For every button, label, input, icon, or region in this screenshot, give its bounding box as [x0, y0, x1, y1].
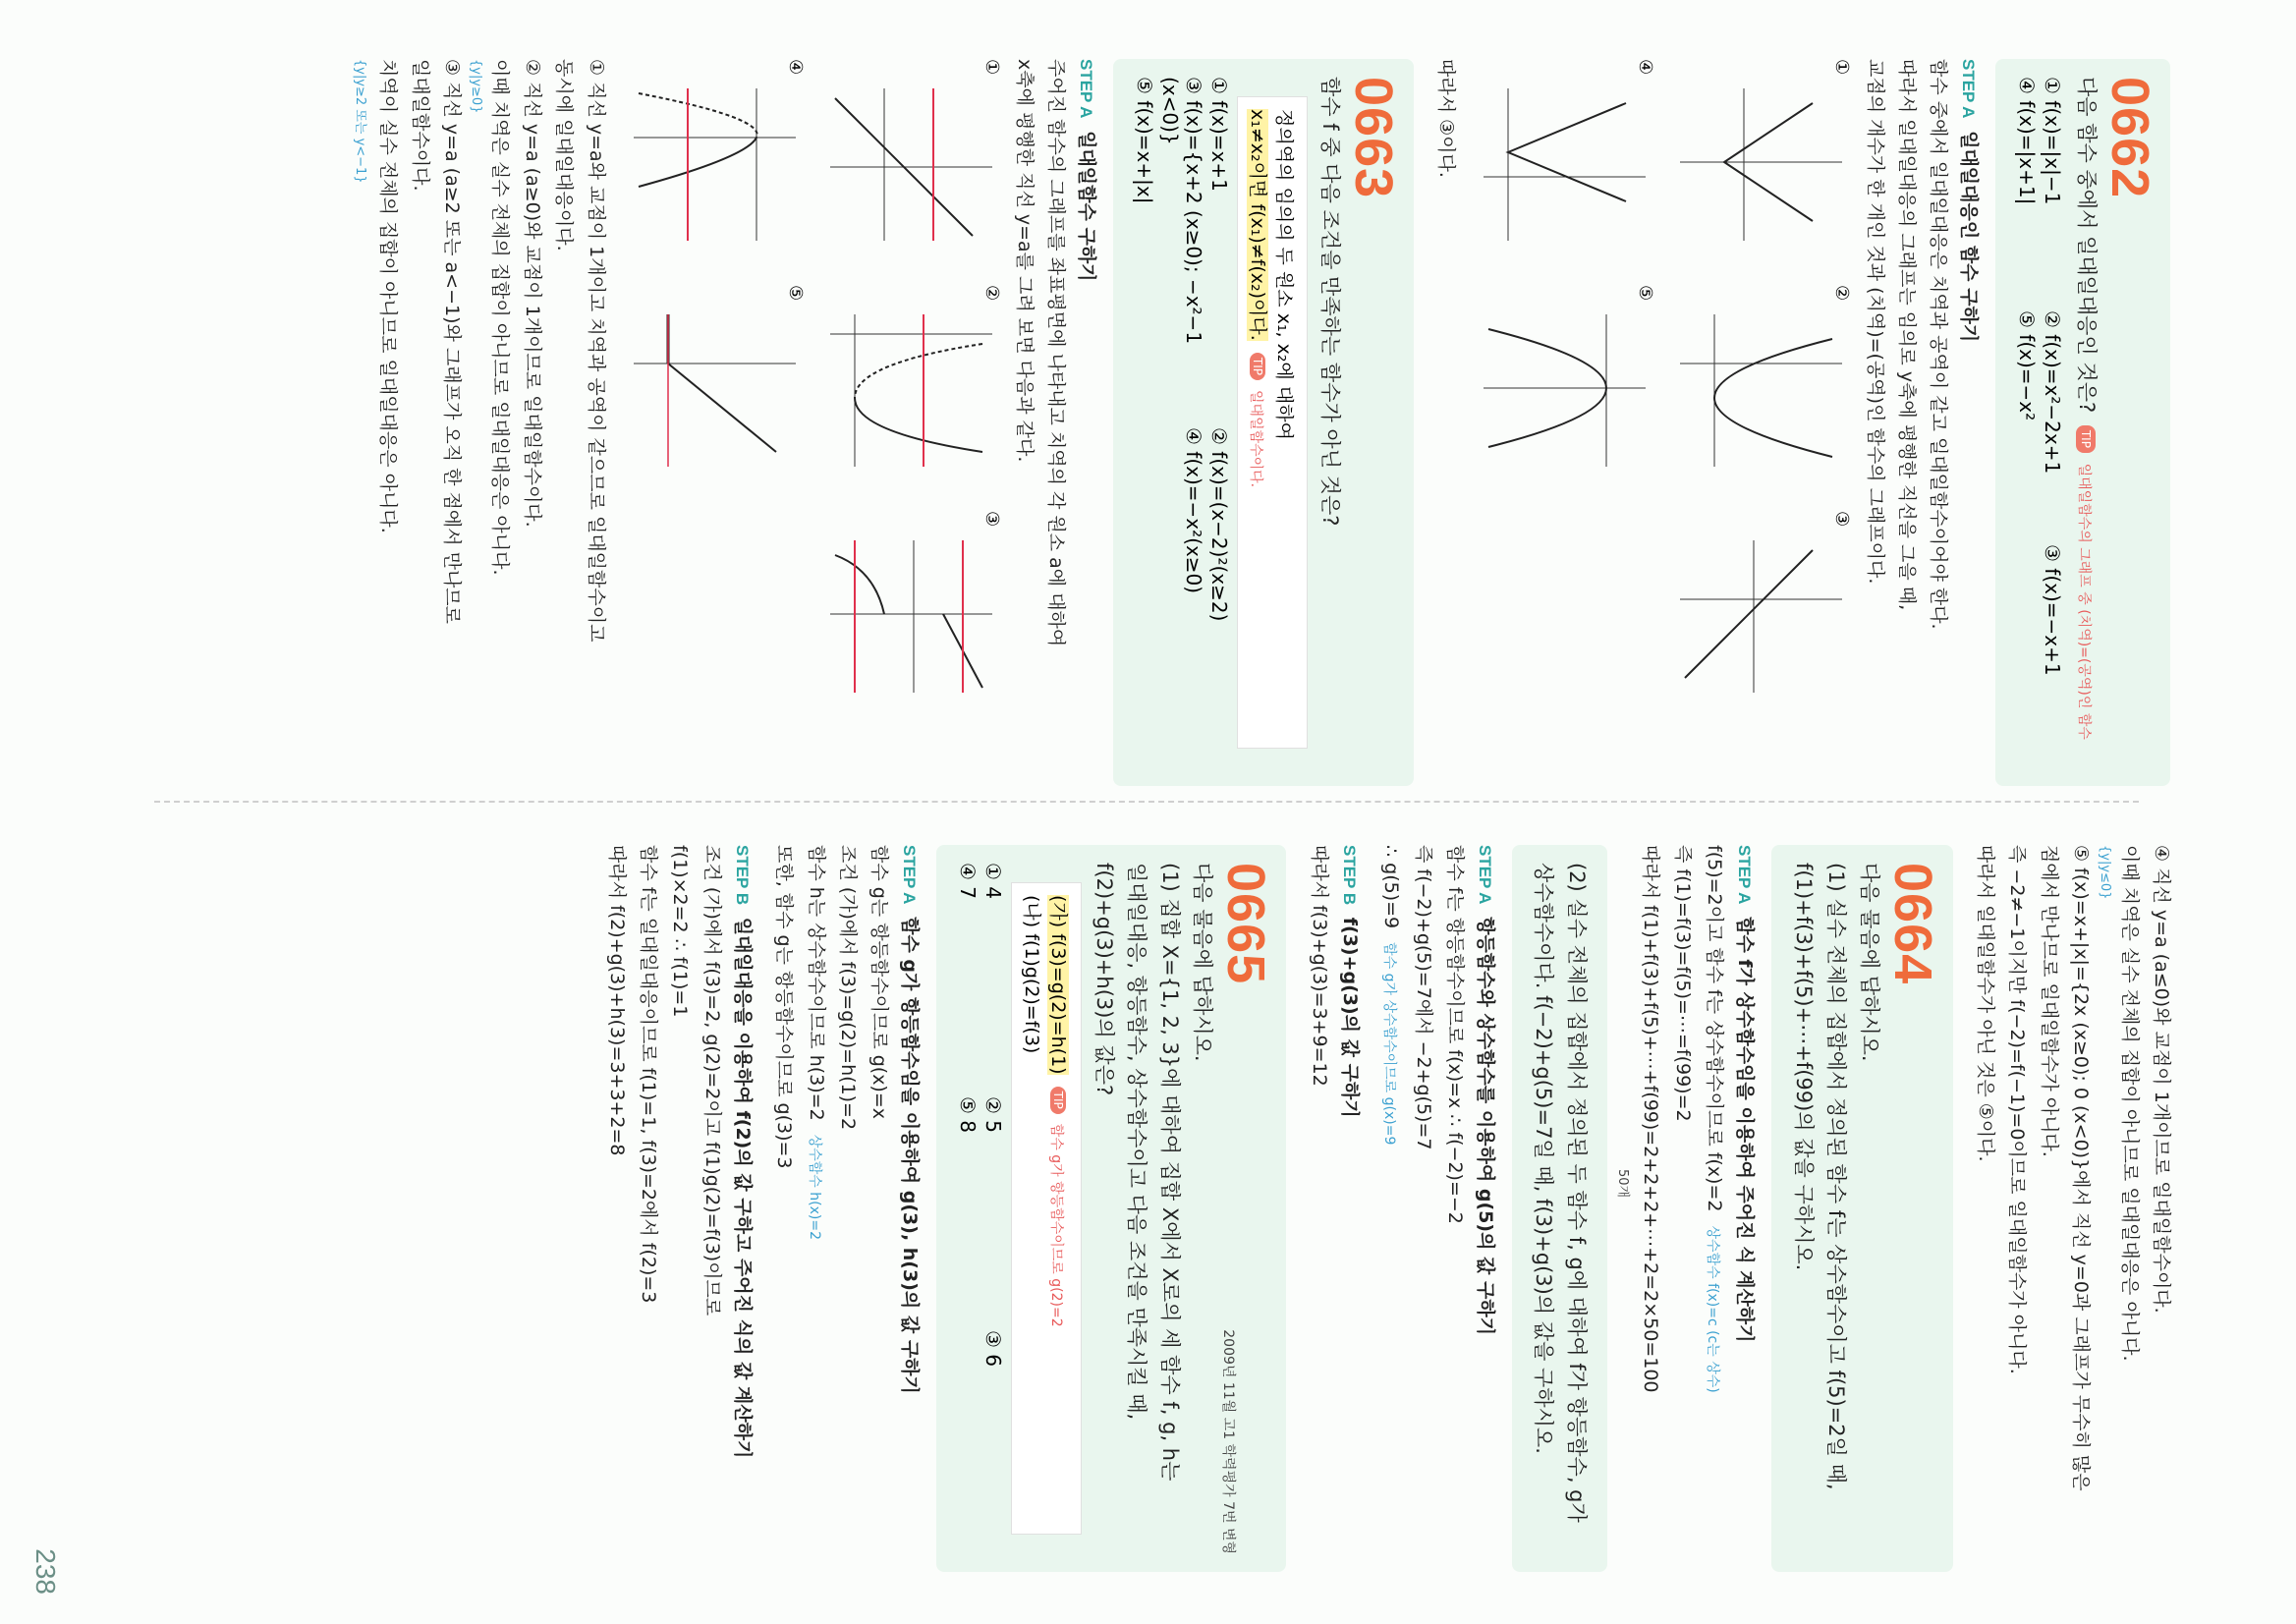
- graph-label: ⑤: [1635, 285, 1656, 302]
- graph-2: [1665, 285, 1852, 481]
- step-heading: [1075, 59, 1101, 786]
- explain-line: 즉 −2≠−1이지만 f(−2)=f(−1)=0이므로 일대일함수가 아니다.: [2006, 845, 2029, 1374]
- problem-number: 0664: [1882, 863, 1942, 985]
- solution-line: 함수 g는 항등함수이므로 g(x)=x: [868, 845, 891, 1120]
- right-column: [584, 845, 2178, 1572]
- step-title: 일대일함수 구하기: [1076, 131, 1098, 282]
- solution-line: 즉 f(1)=f(3)=f(5)=⋯=f(99)=2: [1671, 845, 1694, 1122]
- step-heading: [1958, 59, 1985, 786]
- explain-line: ① 직선 y=a와 교점이 1개이고 치역과 공역이 같으므로 일대일함수이고: [585, 59, 607, 643]
- explain-line: ③ 직선 y=a (a≥2 또는 a<−1)와 그래프가 오직 한 점에서 만나므로: [441, 59, 464, 625]
- solution-line: 조건 (가)에서 f(3)=g(2)=h(1)=2: [837, 845, 860, 1131]
- question-line: (1) 실수 전체의 집합에서 정의된 함수 f는 상수함수이고 f(5)=2일 때,: [1824, 863, 1849, 1490]
- source-note: 2009년 11월 고1 학력평가 7번 변형: [1220, 1329, 1237, 1554]
- solution-line: f(5)=2이고 함수 f는 상수함수이므로 f(x)=2: [1704, 845, 1726, 1212]
- graph-1: [1665, 59, 1852, 255]
- tip-badge: TIP: [2076, 425, 2096, 453]
- choice[interactable]: ③ f(x)=−x+1: [2041, 544, 2065, 676]
- graph-svg: [825, 79, 1002, 246]
- step-badge: STEP B: [732, 845, 752, 906]
- graph-svg: [1675, 531, 1852, 698]
- graph-label: ①: [1831, 59, 1853, 76]
- question-text: 다음 함수 중에서 일대일대응인 것은?: [2075, 77, 2099, 414]
- solution-line: 따라서 f(1)+f(3)+f(5)+⋯+f(99)=2+2+2+⋯+2=2×50=100: [1640, 845, 1662, 1393]
- graph-4: [619, 59, 806, 255]
- solution-line: 또한, 함수 g는 항등함수이므로 g(3)=3: [773, 845, 796, 1169]
- solution-line: 즉 f(−2)+g(5)=7에서 −2+g(5)=7: [1412, 845, 1434, 1150]
- problem-0663-continued: [1971, 845, 2176, 1572]
- condition-box: [1237, 96, 1308, 749]
- graph-svg: [1675, 305, 1852, 472]
- question-line: 상수함수이다. f(−2)+g(5)=7일 때, f(3)+g(3)의 값을 구하시오.: [1532, 863, 1556, 1454]
- side-note: 상수함수 f(x)=c (c는 상수): [1705, 1225, 1721, 1393]
- range-note: {y|y≤0}: [2098, 845, 2113, 900]
- graph-3: [815, 511, 1002, 707]
- graph-2: [815, 285, 1002, 481]
- body-line: 따라서 일대일대응의 그래프는 임의로 y축에 평행한 직선을 그을 때,: [1896, 59, 1919, 611]
- condition-line: (나) f(1)g(2)=f(3): [1021, 895, 1043, 1054]
- problem-0664-box: [1771, 845, 1953, 1572]
- conclusion: 따라서 ③이다.: [1435, 59, 1458, 178]
- question-intro: 다음 물음에 답하시오.: [1857, 863, 1881, 1062]
- question-line: (1) 집합 X={1, 2, 3}에 대하여 집합 X에서 X로의 세 함수 f, g, h는: [1157, 863, 1182, 1482]
- graph-svg: [1675, 79, 1852, 246]
- solution-line: 함수 f는 항등함수이므로 f(x)=x ∴ f(−2)=−2: [1443, 845, 1466, 1224]
- choice[interactable]: ③ f(x)={x+2 (x≥0); −x²−1 (x<0)}: [1158, 77, 1206, 345]
- graph-5: [619, 285, 806, 481]
- problem-0663: [353, 59, 1414, 786]
- column-divider: [154, 801, 2139, 803]
- graph-label: ①: [980, 59, 1002, 76]
- step-title: 일대일대응인 함수 구하기: [1958, 131, 1981, 343]
- explain-line: 점에서 만나므로 일대일함수가 아니다.: [2038, 845, 2060, 1157]
- step-title: f(3)+g(3)의 값 구하기: [1338, 917, 1361, 1118]
- graph-label: ⑤: [784, 285, 806, 302]
- step-heading: [731, 845, 757, 1572]
- choice[interactable]: ② f(x)=(x−2)²(x≥2): [1207, 427, 1232, 622]
- step-heading: [1474, 845, 1500, 1572]
- body-line: 주어진 함수의 그래프를 좌표평면에 나타내고 치역의 각 원소 a에 대하여: [1045, 59, 1068, 647]
- tip-badge: TIP: [1050, 1087, 1066, 1114]
- question-text: 함수 f 중 다음 조건을 만족하는 함수가 아닌 것은?: [1317, 77, 1342, 527]
- count-note: 50개: [1614, 1169, 1630, 1199]
- graph-label: ②: [980, 285, 1002, 302]
- left-column: [335, 59, 2178, 786]
- problem-0662-box: [1996, 59, 2171, 786]
- side-note: 함수 g가 상수함수이므로 g(x)=9: [1381, 942, 1398, 1146]
- choice[interactable]: ⑤ f(x)=x+|x|: [1133, 77, 1157, 204]
- graph-svg: [825, 531, 1002, 698]
- graph-4: [1469, 59, 1655, 255]
- tip-text: 일대일함수이다.: [1248, 390, 1264, 488]
- choice[interactable]: ⑤ f(x)=−x²: [2015, 310, 2040, 421]
- question-line: f(1)+f(3)+f(5)+⋯+f(99)의 값을 구하시오.: [1791, 863, 1816, 1271]
- solution-line: f(1)×2=2 ∴ f(1)=1: [669, 845, 692, 1018]
- choice[interactable]: ① f(x)=x+1: [1207, 77, 1232, 192]
- choices: [2016, 77, 2065, 768]
- choices: [1133, 77, 1231, 768]
- step-heading: [898, 845, 924, 1572]
- step-badge: STEP A: [1959, 59, 1979, 119]
- condition-highlight: x₁≠x₂이면 f(x₁)≠f(x₂)이다.: [1247, 109, 1269, 341]
- step-badge: STEP A: [900, 845, 920, 905]
- choice[interactable]: ④ f(x)=−x²(x≥0): [1182, 427, 1206, 594]
- range-note: {y|y≥0}: [469, 59, 484, 114]
- explain-line: 일대일함수이다.: [409, 59, 431, 192]
- graph-grid: [619, 59, 1002, 786]
- graph-grid: [1469, 59, 1852, 786]
- step-title: 항등함수와 상수함수를 이용하여 g(5)의 값 구하기: [1474, 917, 1496, 1336]
- choice[interactable]: ① 4: [981, 863, 1006, 900]
- choice[interactable]: ① f(x)=|x|−1: [2041, 77, 2065, 205]
- explain-line: 이때 치역은 실수 전체의 집합이 아니므로 일대일대응은 아니다.: [489, 59, 512, 576]
- graph-5: [1469, 285, 1655, 481]
- explain-line: 이때 치역은 실수 전체의 집합이 아니므로 일대일대응은 아니다.: [2118, 845, 2141, 1362]
- graph-label: ③: [1831, 511, 1853, 528]
- explain-line: ⑤ f(x)=x+|x|={2x (x≥0); 0 (x<0)}에서 직선 y=0과 그래프가 무수히 많은: [2070, 845, 2093, 1491]
- step-badge: STEP A: [1077, 59, 1096, 119]
- body-line: x축에 평행한 직선 y=a를 그려 보면 다음과 같다.: [1014, 59, 1036, 463]
- solution-line: 조건 (가)에서 f(3)=2, g(2)=2이고 f(1)g(2)=f(3)이므로: [700, 845, 723, 1316]
- graph-label: ④: [784, 59, 806, 76]
- choice[interactable]: ② f(x)=x²−2x+1: [2041, 310, 2065, 475]
- choice[interactable]: ⑤ 8: [956, 1096, 980, 1134]
- explain-line: 동시에 일대일대응이다.: [553, 59, 576, 252]
- condition-box: [1011, 882, 1082, 1535]
- choice[interactable]: ③ 6: [981, 1330, 1006, 1368]
- step-heading: [1338, 845, 1365, 1572]
- conclusion: 따라서 일대일함수가 아닌 것은 ⑤이다.: [1975, 845, 1997, 1162]
- problem-0664-box-2: [1512, 845, 1607, 1572]
- explain-line: ④ 직선 y=a (a≤0)와 교점이 1개이므로 일대일함수이다.: [2151, 845, 2172, 1314]
- step-heading: [1733, 845, 1760, 1572]
- step-title: 함수 g가 항등함수임을 이용하여 g(3), h(3)의 값 구하기: [899, 917, 922, 1394]
- question-line: (2) 실수 전체의 집합에서 정의된 두 함수 f, g에 대하여 f가 항등함수, g가: [1564, 863, 1589, 1523]
- condition-line: (가) f(3)=g(2)=h(1): [1047, 895, 1070, 1075]
- problem-0664: [1304, 845, 1952, 1572]
- question-intro: 다음 물음에 답하시오.: [1191, 863, 1215, 1062]
- body-line: 함수 중에서 일대일대응은 치역과 공역이 같고 일대일함수이어야 한다.: [1928, 59, 1950, 630]
- choice[interactable]: ② 5: [981, 1096, 1006, 1134]
- step-badge: STEP A: [1475, 845, 1494, 905]
- step-badge: STEP B: [1339, 845, 1359, 906]
- step-badge: STEP A: [1735, 845, 1755, 905]
- solution-line: ∴ g(5)=9: [1380, 845, 1403, 929]
- problem-number: 0663: [1343, 77, 1403, 199]
- choices: [956, 863, 1005, 1554]
- graph-svg: [629, 305, 806, 472]
- graph-3: [1665, 511, 1852, 707]
- problem-0663-box: [1113, 59, 1414, 786]
- graph-label: ②: [1831, 285, 1853, 302]
- graph-label: ③: [980, 511, 1002, 528]
- tip-text: 일대일함수의 그래프 중 (치역)=(공역)인 함수: [2076, 463, 2092, 740]
- tip-text: 함수 g가 항등함수이므로 g(2)=2: [1048, 1123, 1065, 1327]
- graph-svg: [629, 79, 806, 246]
- choice[interactable]: ④ f(x)=|x+1|: [2015, 77, 2040, 205]
- problem-0665: [601, 845, 1286, 1572]
- step-title: 일대일대응을 이용하여 f(2)의 값 구하고 주어진 식의 값 계산하기: [731, 917, 754, 1459]
- question-line: f(2)+g(3)+h(3)의 값은?: [1092, 863, 1116, 1096]
- graph-svg: [825, 305, 1002, 472]
- graph-label: ④: [1635, 59, 1656, 76]
- problem-0662: [1431, 59, 2170, 786]
- explain-line: 치역이 실수 전체의 집합이 아니므로 일대일대응은 아니다.: [377, 59, 400, 533]
- condition-line: 정의역의 임의의 두 원소 x₁, x₂에 대하여: [1273, 109, 1296, 440]
- solution-line: 함수 f는 일대일대응이므로 f(1)=1, f(3)=2에서 f(2)=3: [638, 845, 660, 1304]
- problem-0665-box: [936, 845, 1286, 1572]
- page-number: 238: [30, 1548, 61, 1595]
- graph-svg: [1479, 305, 1655, 472]
- graph-svg: [1479, 79, 1655, 246]
- problem-number: 0665: [1216, 863, 1276, 985]
- body-line: 교점의 개수가 한 개인 것과 (치역)=(공역)인 함수의 그래프이다.: [1864, 59, 1886, 585]
- conclusion: 따라서 f(3)+g(3)=3+9=12: [1308, 845, 1330, 1087]
- graph-1: [815, 59, 1002, 255]
- solution-line: 함수 h는 상수함수이므로 h(3)=2: [805, 845, 827, 1121]
- choice[interactable]: ④ 7: [956, 863, 980, 900]
- conclusion: 따라서 f(2)+g(3)+h(3)=3+3+2=8: [605, 845, 628, 1156]
- step-title: 함수 f가 상수함수임을 이용하여 주어진 식 계산하기: [1734, 917, 1757, 1343]
- problem-number: 0662: [2100, 77, 2159, 199]
- side-note: 상수함수 h(x)=2: [806, 1134, 822, 1240]
- range-note: {y|y≥2 또는 y<−1}: [352, 59, 367, 184]
- question-line: 일대일대응, 항등함수, 상수함수이고 다음 조건을 만족시킬 때,: [1125, 863, 1149, 1421]
- tip-badge: TIP: [1250, 353, 1265, 380]
- explain-line: ② 직선 y=a (a≥0)와 교점이 1개이므로 일대일함수이다.: [521, 59, 543, 528]
